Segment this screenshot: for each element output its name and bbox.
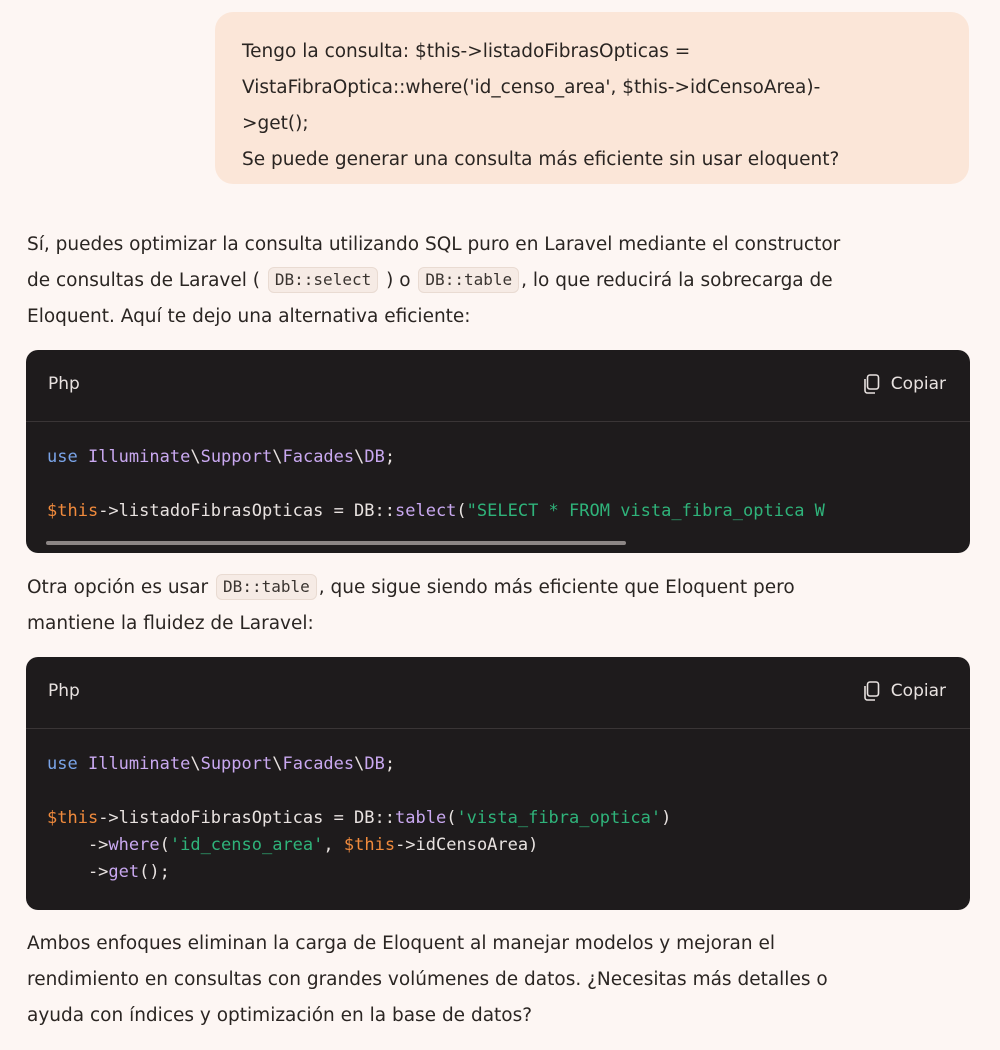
code-class: Facades: [282, 447, 355, 467]
copy-button-label: Copiar: [890, 374, 946, 394]
code-language-label: Php: [48, 374, 80, 394]
code-function: table: [395, 808, 447, 828]
code-line: [47, 808, 671, 828]
code-line: [47, 862, 170, 882]
code-block-header: [26, 657, 970, 729]
code-text: ;: [384, 754, 396, 774]
intro-text: , lo que reducirá la sobrecarga de: [521, 270, 833, 291]
intro-text: ) o: [386, 270, 411, 291]
code-text: ();: [139, 862, 170, 882]
code-text: \: [190, 754, 201, 774]
code-function: get: [108, 862, 140, 882]
code-block: [26, 657, 970, 910]
user-message-line: Tengo la consulta: $this->listadoFibrasOpticas =: [242, 41, 691, 62]
code-text: \: [354, 754, 365, 774]
assistant-middle-paragraph: [27, 570, 977, 642]
code-body: [26, 422, 970, 525]
intro-line: Sí, puedes optimizar la consulta utilizando SQL puro en Laravel mediante el constructor: [27, 234, 841, 255]
assistant-intro-paragraph: [27, 227, 977, 335]
code-class: Support: [200, 754, 273, 774]
code-text: \: [272, 754, 283, 774]
middle-text: , que sigue siendo más eficiente que Eloquent pero: [318, 577, 795, 598]
code-class: Facades: [282, 754, 355, 774]
inline-code-db-table: DB::table: [418, 267, 519, 293]
code-text: \: [354, 447, 365, 467]
closing-line: ayuda con índices y optimización en la base de datos?: [27, 1005, 533, 1026]
copy-button[interactable]: [863, 374, 946, 394]
copy-icon: [863, 681, 881, 701]
code-text: ->listadoFibrasOpticas = DB::: [98, 808, 395, 828]
code-text: \: [272, 447, 283, 467]
code-text: ->: [47, 835, 109, 855]
code-text: ->idCensoArea): [395, 835, 539, 855]
intro-line: [27, 263, 977, 299]
code-body: [26, 729, 970, 886]
copy-button[interactable]: [863, 681, 946, 701]
user-message-line: Se puede generar una consulta más eficiente sin usar eloquent?: [242, 149, 840, 170]
code-text: (: [446, 808, 457, 828]
code-class: Support: [200, 447, 273, 467]
code-function: where: [108, 835, 160, 855]
code-line: [47, 501, 825, 521]
code-class: Illuminate: [87, 754, 191, 774]
code-text: ->: [47, 862, 109, 882]
code-text: \: [190, 447, 201, 467]
closing-line: rendimiento en consultas con grandes volúmenes de datos. ¿Necesitas más detalles o: [27, 969, 828, 990]
code-block: [26, 350, 970, 553]
code-keyword: use: [47, 447, 78, 467]
code-language-label: Php: [48, 681, 80, 701]
user-message-line: >get();: [242, 113, 309, 134]
code-text: ,: [323, 835, 344, 855]
middle-line: mantiene la fluidez de Laravel:: [27, 613, 314, 634]
code-string: "SELECT * FROM vista_fibra_optica W: [466, 501, 825, 521]
code-variable: $this: [343, 835, 396, 855]
code-line: [47, 754, 395, 774]
horizontal-scrollbar[interactable]: [46, 541, 626, 545]
code-class: DB: [364, 447, 385, 467]
intro-line: Eloquent. Aquí te dejo una alternativa eficiente:: [27, 306, 471, 327]
code-class: DB: [364, 754, 385, 774]
copy-button-label: Copiar: [890, 681, 946, 701]
closing-line: Ambos enfoques eliminan la carga de Eloquent al manejar modelos y mejoran el: [27, 933, 776, 954]
code-line: [47, 835, 538, 855]
middle-line: [27, 570, 977, 606]
inline-code-db-select: DB::select: [268, 267, 378, 293]
code-text: ;: [384, 447, 396, 467]
code-function: select: [395, 501, 457, 521]
code-class: Illuminate: [87, 447, 191, 467]
code-keyword: use: [47, 754, 78, 774]
code-text: ): [661, 808, 672, 828]
code-text: ->listadoFibrasOpticas = DB::: [98, 501, 395, 521]
code-string: 'id_censo_area': [169, 835, 324, 855]
user-message-line: VistaFibraOptica::where('id_censo_area', $this->idCensoArea)-: [242, 77, 821, 98]
assistant-closing-paragraph: [27, 926, 977, 1034]
inline-code-db-table: DB::table: [216, 574, 317, 600]
code-text: (: [456, 501, 467, 521]
intro-text: de consultas de Laravel (: [27, 270, 260, 291]
code-line: [47, 447, 395, 467]
user-message-bubble: [215, 12, 969, 184]
copy-icon: [863, 374, 881, 394]
code-variable: $this: [47, 808, 99, 828]
code-block-header: [26, 350, 970, 422]
code-text: (: [159, 835, 170, 855]
code-variable: $this: [47, 501, 99, 521]
middle-text: Otra opción es usar: [27, 577, 209, 598]
code-string: 'vista_fibra_optica': [456, 808, 662, 828]
